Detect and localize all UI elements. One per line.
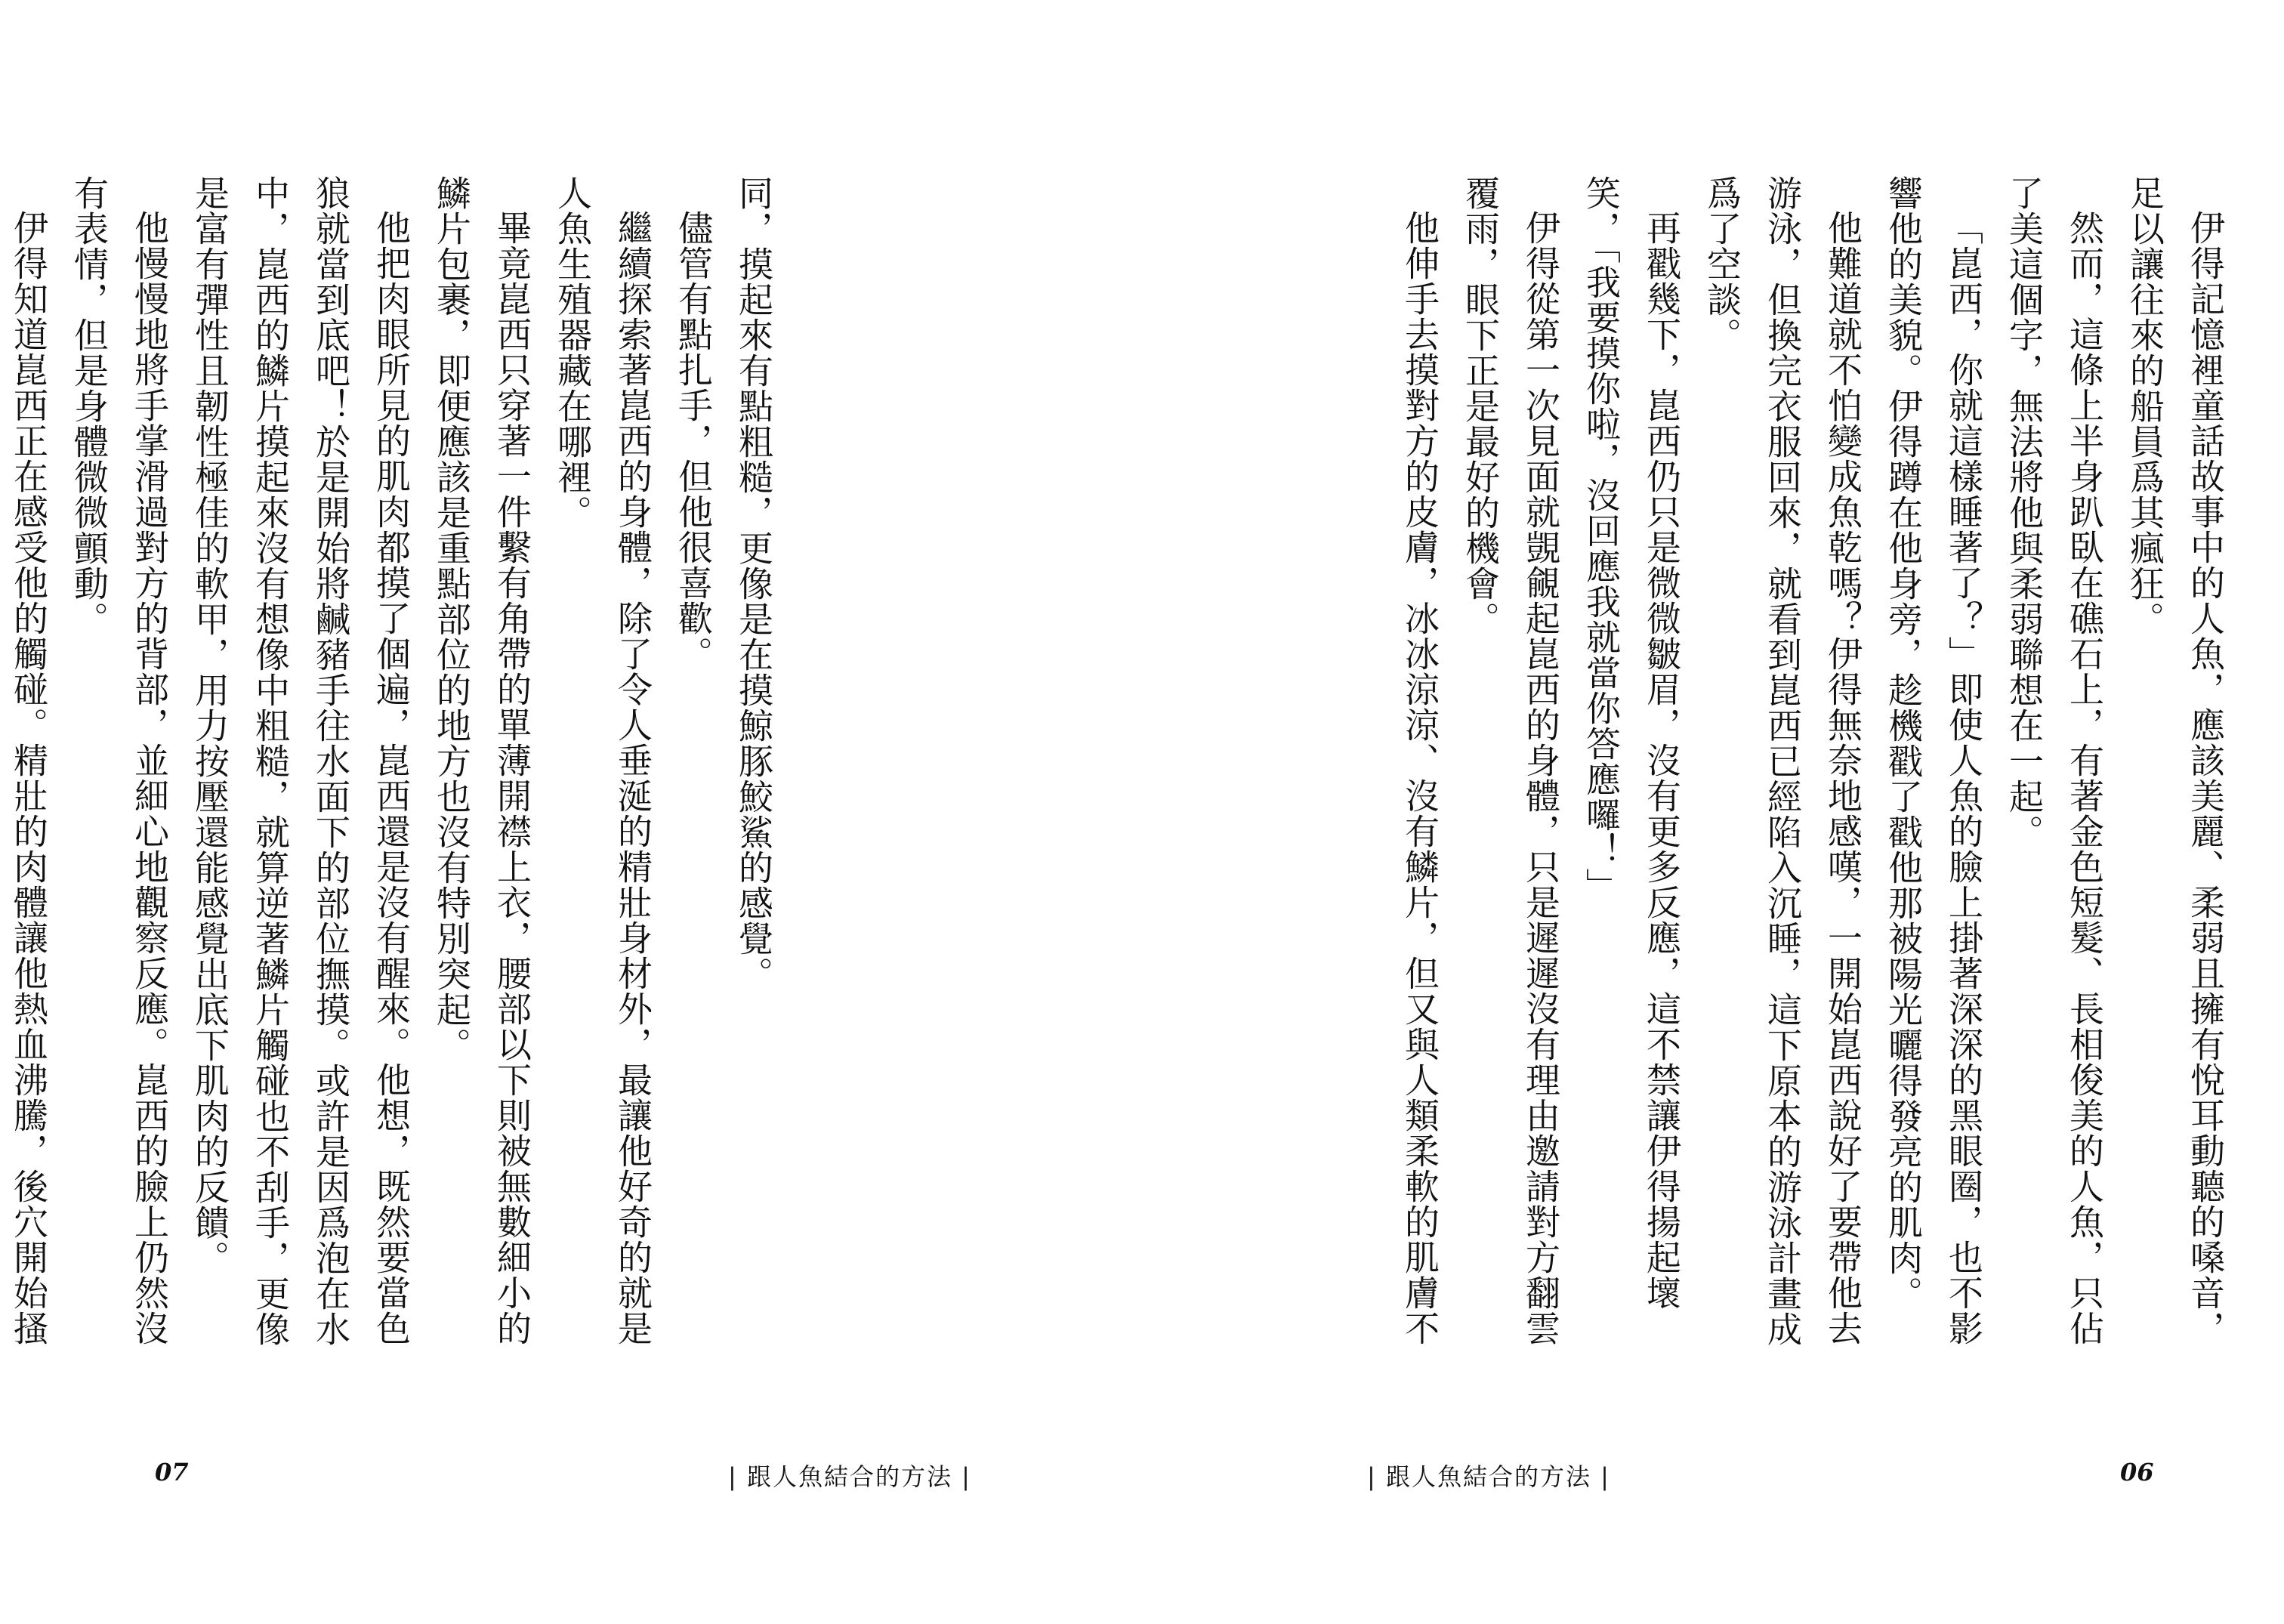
paragraph: 伊得知道崑西正在感受他的觸碰。精壯的肉體讓他熱血沸騰，後穴開始搔 — [8, 210, 49, 1346]
page-number: 06 — [2120, 1458, 2154, 1487]
page-number: 07 — [155, 1458, 189, 1487]
right-page — [1142, 0, 2284, 1624]
paragraph: 再戳幾下，崑西仍只是微微皺眉，沒有更多反應，這不禁讓伊得揚起壞笑，「我要摸你啦，沒回應我就當你答應囉！」 — [1581, 175, 1682, 1311]
paragraph: 畢竟崑西只穿著一件繫有角帶的單薄開襟上衣，腰部以下則被無數細小的鱗片包裹，即便應該是重點部位的地方也沒有特別突起。 — [431, 175, 532, 1346]
right-page-text — [1224, 175, 2236, 1354]
left-page-text — [8, 175, 784, 1354]
paragraph: 同，摸起來有點粗糙，更像是在摸鯨豚鮫鯊的感覺。 — [733, 175, 774, 992]
paragraph: 他把肉眼所見的肌肉都摸了個遍，崑西還是沒有醒來。他想，既然要當色狼就當到底吧！於是開始將鹹豬手往水面下的部位撫摸。或許是因爲泡在水中，崑西的鱗片摸起來沒有想像中粗糙，就算逆著鱗片觸碰也不刮手，更像是富有彈性且韌性極佳的軟甲，用力按壓還能感覺出底下肌肉的反饋。 — [190, 175, 412, 1347]
paragraph: 他難道就不怕變成魚乾嗎？伊得無奈地感嘆，一開始崑西說好了要帶他去游泳，但換完衣服回來，就看到崑西已經陷入沉睡，這下原本的游泳計畫成爲了空談。 — [1702, 175, 1863, 1347]
paragraph: 伊得記憶裡童話故事中的人魚，應該美麗、柔弱且擁有悅耳動聽的嗓音，足以讓往來的船員爲其瘋狂。 — [2125, 175, 2226, 1346]
paragraph: 伊得從第一次見面就覬覦起崑西的身體，只是遲遲沒有理由邀請對方翻雲覆雨，眼下正是最好的機會。 — [1460, 175, 1561, 1346]
paragraph: 「崑西，你就這樣睡著了？」即使人魚的臉上掛著深深的黑眼圈，也不影響他的美貌。伊得蹲在他身旁，趁機戳了戳他那被陽光曬得發亮的肌肉。 — [1883, 175, 1984, 1346]
running-title: | 跟人魚結合的方法 | — [1367, 1462, 1610, 1491]
paragraph: 儘管有點扎手，但他很喜歡。 — [673, 210, 714, 672]
paragraph: 他慢慢地將手掌滑過對方的背部，並細心地觀察反應。崑西的臉上仍然沒有表情，但是身體微微顫動。 — [69, 175, 170, 1346]
running-title: | 跟人魚結合的方法 | — [728, 1462, 971, 1491]
paragraph: 繼續探索著崑西的身體，除了令人垂涎的精壯身材外，最讓他好奇的就是人魚生殖器藏在哪裡。 — [552, 175, 653, 1346]
paragraph: 他伸手去摸對方的皮膚，冰冰涼涼、沒有鱗片，但又與人類柔軟的肌膚不 — [1400, 210, 1440, 1346]
paragraph: 然而，這條上半身趴臥在礁石上，有著金色短髮、長相俊美的人魚，只佔了美這個字，無法將他與柔弱聯想在一起。 — [2004, 175, 2105, 1346]
